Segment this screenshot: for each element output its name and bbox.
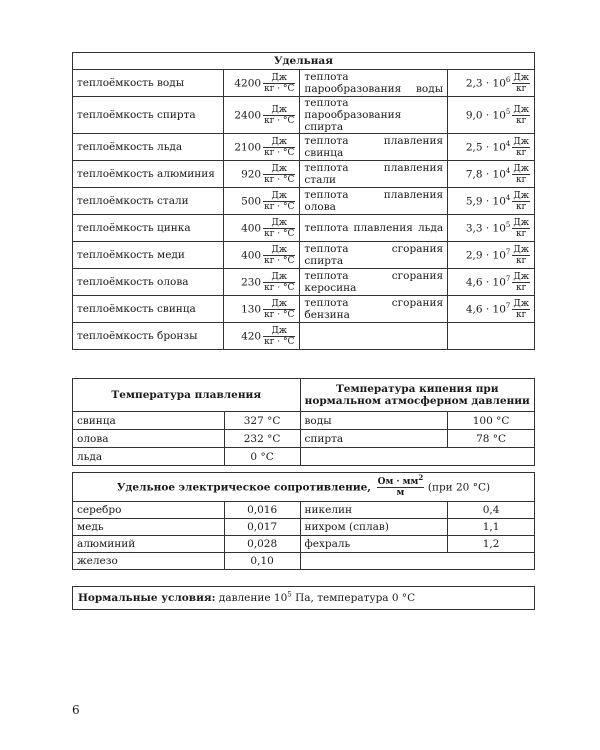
table-row — [73, 412, 535, 430]
table-row — [73, 296, 535, 323]
unit-fraction: $\frac{Дж}{кг}$ — [513, 136, 529, 158]
substance-label: свинца — [73, 412, 225, 430]
empty-cell — [300, 553, 534, 570]
specific-heat-value: $4,6 \cdot 10^7$ $\frac{Дж}{кг}$ — [448, 296, 535, 323]
boiling-value: 100 °С — [448, 412, 535, 430]
normal-conditions-note: Нормальные условия: давление $10^5$ Па, температура 0 °С — [72, 586, 535, 610]
unit-fraction: $\frac{Дж}{кг \cdot ^\circ С}$ — [264, 163, 295, 185]
unit-fraction: $\frac{Дж}{кг \cdot ^\circ С}$ — [264, 271, 295, 293]
melting-value: 0 °С — [224, 448, 300, 466]
material-label: теплоёмкость меди — [73, 242, 224, 269]
specific-quantities-table — [72, 52, 535, 350]
resistivity-value: 0,017 — [224, 519, 300, 536]
process-label: теплота сгорания керосина — [300, 269, 448, 296]
process-label: теплота парообразования воды — [300, 70, 448, 97]
substance-label: олова — [73, 430, 225, 448]
table-row — [73, 536, 535, 553]
temperature-table — [72, 378, 535, 466]
unit-fraction: $\frac{Дж}{кг \cdot ^\circ С}$ — [264, 136, 295, 158]
specific-heat-value: $9,0 \cdot 10^5$ $\frac{Дж}{кг}$ — [448, 97, 535, 134]
unit-fraction: $\frac{Дж}{кг \cdot ^\circ С}$ — [264, 244, 295, 266]
table-row — [73, 97, 535, 134]
unit-fraction: $\frac{Дж}{кг}$ — [513, 163, 529, 185]
material-label: теплоёмкость воды — [73, 70, 224, 97]
process-label: теплота парообразования спирта — [300, 97, 448, 134]
page-number: 6 — [72, 703, 80, 717]
table-row — [73, 553, 535, 570]
heat-capacity-value: 230 $\frac{Дж}{кг \cdot ^\circ С}$ — [224, 269, 300, 296]
material-label: никелин — [300, 502, 448, 519]
table-row — [73, 323, 535, 350]
resistivity-unit: $\frac{Ом \cdot мм^2}{м}$ — [377, 472, 424, 498]
specific-heat-value: $2,3 \cdot 10^6$ $\frac{Дж}{кг}$ — [448, 70, 535, 97]
table-row — [73, 161, 535, 188]
table-row — [73, 502, 535, 519]
process-label: теплота плавления олова — [300, 188, 448, 215]
process-label: теплота плавления свинца — [300, 134, 448, 161]
material-label: теплоёмкость бронзы — [73, 323, 224, 350]
unit-fraction: $\frac{Дж}{кг}$ — [513, 104, 529, 126]
specific-heat-value: $2,9 \cdot 10^7$ $\frac{Дж}{кг}$ — [448, 242, 535, 269]
heat-capacity-value: 400 $\frac{Дж}{кг \cdot ^\circ С}$ — [224, 215, 300, 242]
table-row — [73, 269, 535, 296]
material-label: теплоёмкость цинка — [73, 215, 224, 242]
heat-capacity-value: 4200 $\frac{Дж}{кг \cdot ^\circ С}$ — [224, 70, 300, 97]
resistivity-value: 0,016 — [224, 502, 300, 519]
unit-fraction: $\frac{Дж}{кг \cdot ^\circ С}$ — [264, 298, 295, 320]
resistivity-value: 0,028 — [224, 536, 300, 553]
resistivity-value: 0,10 — [224, 553, 300, 570]
material-label: железо — [73, 553, 225, 570]
heat-capacity-value: 2100 $\frac{Дж}{кг \cdot ^\circ С}$ — [224, 134, 300, 161]
material-label: теплоёмкость свинца — [73, 296, 224, 323]
boiling-header: Температура кипения при нормальном атмосферном давлении — [300, 379, 535, 412]
process-label: теплота сгорания спирта — [300, 242, 448, 269]
unit-fraction: $\frac{Дж}{кг}$ — [513, 72, 529, 94]
material-label: нихром (сплав) — [300, 519, 448, 536]
material-label: теплоёмкость спирта — [73, 97, 224, 134]
table-header: Удельная — [73, 53, 535, 70]
heat-capacity-value: 2400 $\frac{Дж}{кг \cdot ^\circ С}$ — [224, 97, 300, 134]
process-label: теплота сгорания бензина — [300, 296, 448, 323]
unit-fraction: $\frac{Дж}{кг \cdot ^\circ С}$ — [264, 104, 295, 126]
unit-fraction: $\frac{Дж}{кг}$ — [513, 190, 529, 212]
melting-header: Температура плавления — [73, 379, 301, 412]
table-row — [73, 519, 535, 536]
process-label — [300, 323, 448, 350]
process-label: теплота плавления стали — [300, 161, 448, 188]
specific-heat-value: $7,8 \cdot 10^4$ $\frac{Дж}{кг}$ — [448, 161, 535, 188]
resistivity-header: Удельное электрическое сопротивление, $\frac{Ом \cdot мм^2}{м}$ (при 20 °С) — [73, 473, 535, 502]
material-label: теплоёмкость олова — [73, 269, 224, 296]
table-row — [73, 215, 535, 242]
substance-label: льда — [73, 448, 225, 466]
heat-capacity-value: 400 $\frac{Дж}{кг \cdot ^\circ С}$ — [224, 242, 300, 269]
table-row — [73, 134, 535, 161]
substance-label: воды — [300, 412, 448, 430]
table-row — [73, 430, 535, 448]
material-label: фехраль — [300, 536, 448, 553]
heat-capacity-value: 920 $\frac{Дж}{кг \cdot ^\circ С}$ — [224, 161, 300, 188]
unit-fraction: $\frac{Дж}{кг \cdot ^\circ С}$ — [264, 72, 295, 94]
resistivity-table — [72, 472, 535, 570]
material-label: теплоёмкость льда — [73, 134, 224, 161]
boiling-value: 78 °С — [448, 430, 535, 448]
substance-label: спирта — [300, 430, 448, 448]
specific-heat-value: $5,9 \cdot 10^4$ $\frac{Дж}{кг}$ — [448, 188, 535, 215]
process-label: теплота плавления льда — [300, 215, 448, 242]
material-label: теплоёмкость стали — [73, 188, 224, 215]
heat-capacity-value: 130 $\frac{Дж}{кг \cdot ^\circ С}$ — [224, 296, 300, 323]
empty-cell — [300, 448, 535, 466]
material-label: серебро — [73, 502, 225, 519]
specific-heat-value: $4,6 \cdot 10^7$ $\frac{Дж}{кг}$ — [448, 269, 535, 296]
specific-heat-value: $3,3 \cdot 10^5$ $\frac{Дж}{кг}$ — [448, 215, 535, 242]
unit-fraction: $\frac{Дж}{кг}$ — [513, 298, 529, 320]
material-label: медь — [73, 519, 225, 536]
melting-value: 327 °С — [224, 412, 300, 430]
unit-fraction: $\frac{Дж}{кг \cdot ^\circ С}$ — [264, 190, 295, 212]
empty-cell — [448, 323, 535, 350]
resistivity-value: 0,4 — [448, 502, 535, 519]
resistivity-value: 1,2 — [448, 536, 535, 553]
melting-value: 232 °С — [224, 430, 300, 448]
resistivity-value: 1,1 — [448, 519, 535, 536]
unit-fraction: $\frac{Дж}{кг}$ — [513, 271, 529, 293]
table-row — [73, 188, 535, 215]
unit-fraction: $\frac{Дж}{кг}$ — [513, 244, 529, 266]
material-label: теплоёмкость алюминия — [73, 161, 224, 188]
table-row — [73, 70, 535, 97]
unit-fraction: $\frac{Дж}{кг}$ — [513, 217, 529, 239]
table-row — [73, 448, 535, 466]
heat-capacity-value: 420 $\frac{Дж}{кг \cdot ^\circ С}$ — [224, 323, 300, 350]
heat-capacity-value: 500 $\frac{Дж}{кг \cdot ^\circ С}$ — [224, 188, 300, 215]
material-label: алюминий — [73, 536, 225, 553]
table-row — [73, 242, 535, 269]
unit-fraction: $\frac{Дж}{кг \cdot ^\circ С}$ — [264, 217, 295, 239]
unit-fraction: $\frac{Дж}{кг \cdot ^\circ С}$ — [264, 325, 295, 347]
specific-heat-value: $2,5 \cdot 10^4$ $\frac{Дж}{кг}$ — [448, 134, 535, 161]
